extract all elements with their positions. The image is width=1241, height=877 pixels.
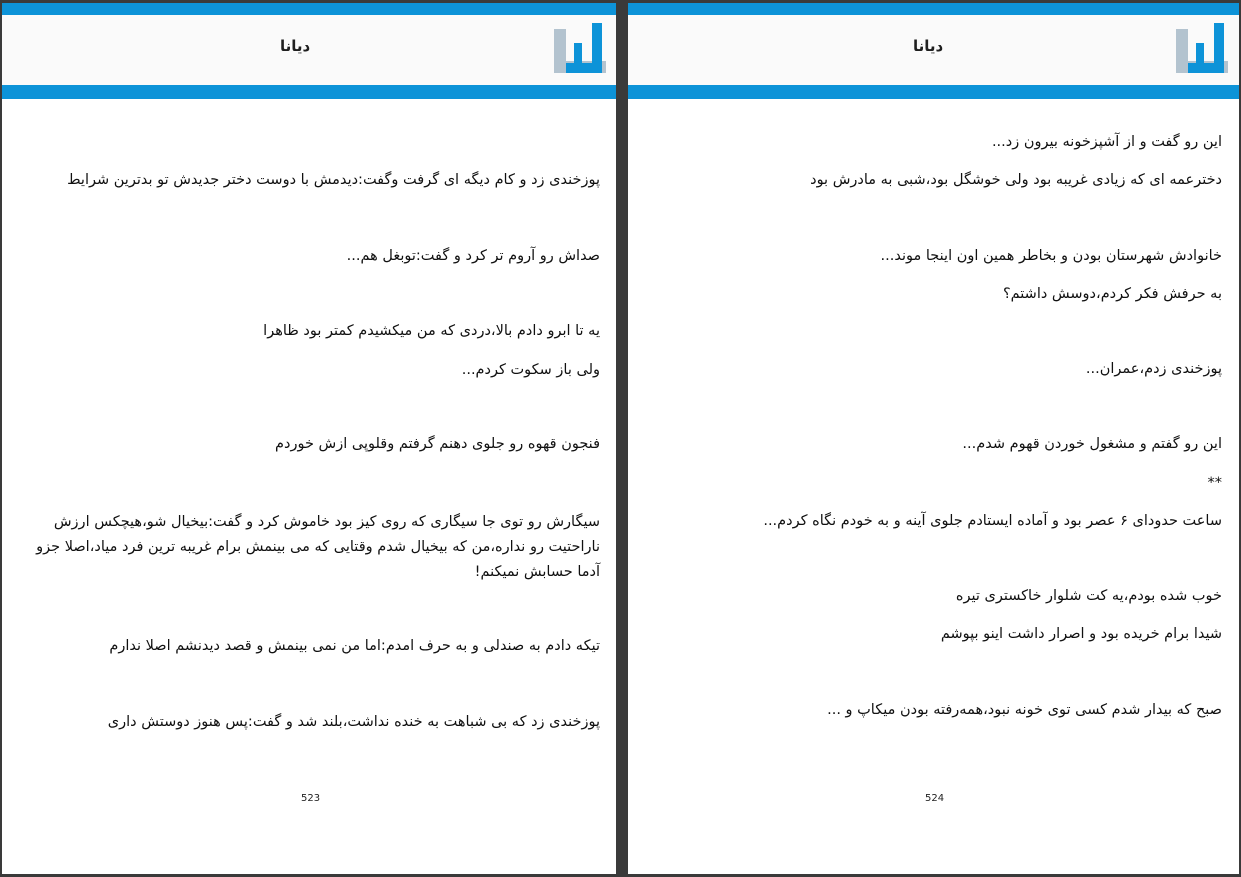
header-accent-bar: [2, 3, 616, 15]
header-title: دیانا: [280, 37, 311, 55]
paragraph: صداش رو آروم تر کرد و گفت:توبغل هم...: [346, 248, 600, 264]
paragraph: پوزخندی زد که بی شباهت به خنده نداشت،بلند شد و گفت:پس هنوز دوستش داری: [107, 714, 600, 730]
document-page: [628, 3, 1239, 874]
book-logo-icon: [1174, 21, 1234, 77]
paragraph: خانوادش شهرستان بودن و بخاطر همین اون اینجا موند...: [880, 248, 1222, 264]
paragraph: ولی باز سکوت کردم...: [461, 362, 600, 378]
paragraph: شیدا برام خریده بود و اصرار داشت اینو بپوشم: [940, 626, 1222, 642]
book-logo-icon: [552, 21, 612, 77]
paragraph: ساعت حدودای ۶ عصر بود و آماده ایستادم جلوی آینه و به خودم نگاه کردم...: [763, 513, 1222, 529]
paragraph: پوزخندی زدم،عمران...: [1085, 361, 1222, 377]
paragraph: تیکه دادم به صندلی و به حرف امدم:اما من نمی بینمش و قصد دیدنشم اصلا ندارم: [109, 638, 600, 654]
paragraph: این رو گفت و از آشپزخونه بیرون زد...: [991, 134, 1222, 150]
paragraph: یه تا ابرو دادم بالا،دردی که من میکشیدم کمتر بود ظاهرا: [263, 323, 600, 339]
paragraph: فنجون قهوه رو جلوی دهنم گرفتم وقلوپی ازش خوردم: [275, 436, 600, 452]
paragraph: این رو گفتم و مشغول خوردن قهوم شدم...: [962, 436, 1222, 452]
paragraph: خوب شده بودم،یه کت شلوار خاکستری تیره: [955, 588, 1222, 604]
paragraph: دخترعمه ای که زیادی غریبه بود ولی خوشگل بود،شبی به مادرش بود: [810, 172, 1222, 188]
document-page: [2, 3, 616, 874]
header-accent-bar: [2, 85, 616, 99]
paragraph: پوزخندی زد و کام دیگه ای گرفت وگفت:دیدمش با دوست دختر جدیدش تو بدترین شرایط: [67, 172, 600, 188]
page-header: [2, 3, 616, 100]
section-separator: **: [1207, 475, 1222, 491]
page-number: 524: [925, 793, 945, 804]
paragraph: صبح که بیدار شدم کسی توی خونه نبود،همه‌رفته بودن میکاپ و ...: [827, 702, 1222, 718]
header-accent-bar: [628, 3, 1239, 15]
paragraph: به حرفش فکر کردم،دوسش داشتم؟: [1002, 286, 1222, 302]
header-title: دیانا: [913, 37, 944, 55]
header-accent-bar: [628, 85, 1239, 99]
page-header: [628, 3, 1239, 100]
paragraph: سیگارش رو توی جا سیگاری که روی کیز بود خاموش کرد و گفت:بیخیال شو،هیچکس ارزش ناراحتیت رو نداره،من که بیخیال شدم وقتایی که می بینمش برام غریبه ترین فرد میاد،اصلا جزو آدما حسابش نمیکنم!: [36, 514, 600, 580]
page-number: 523: [301, 793, 321, 804]
